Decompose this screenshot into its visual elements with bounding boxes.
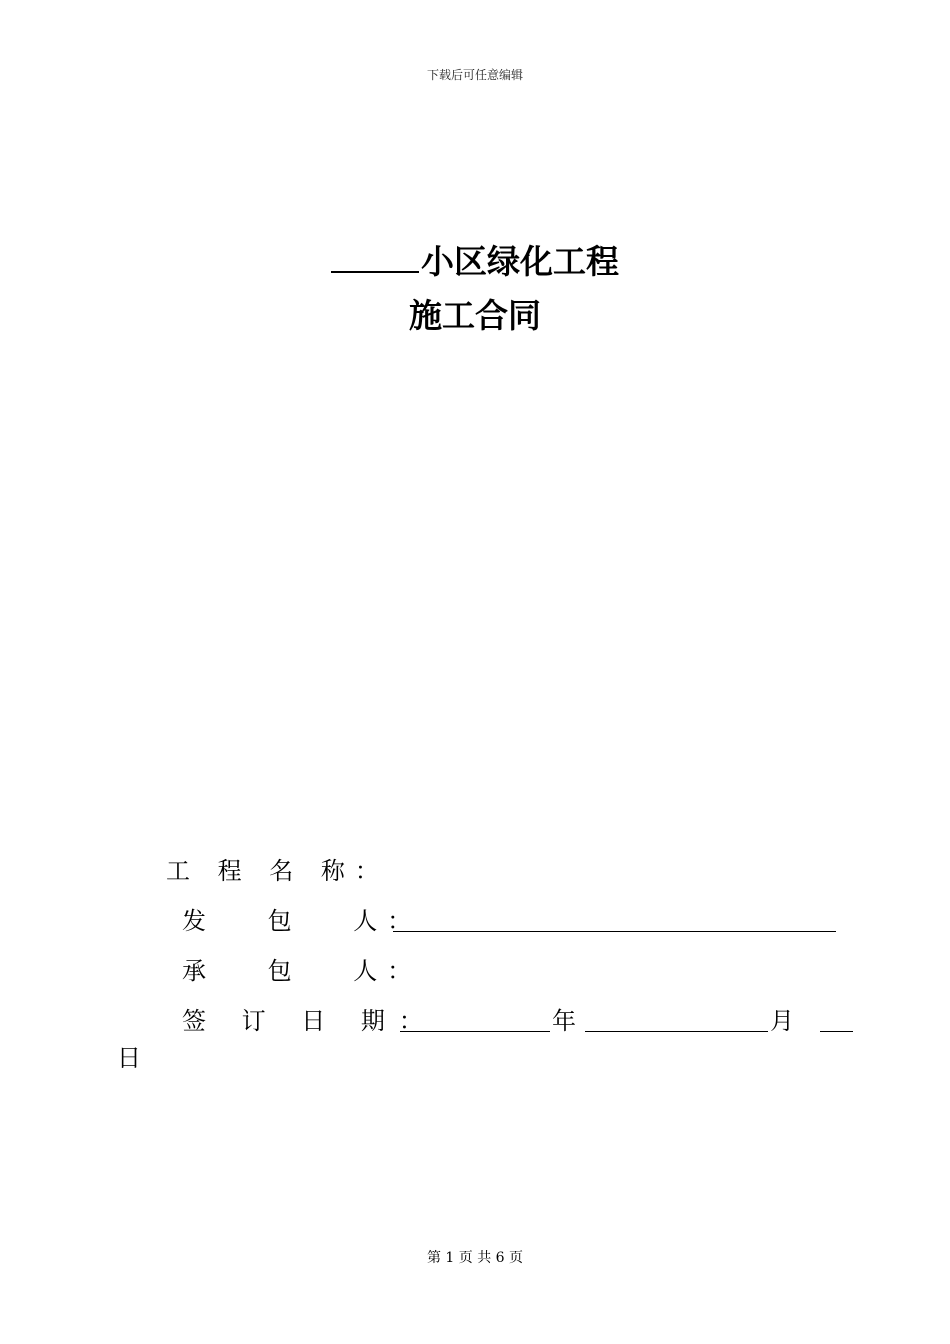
sign-day-blank[interactable] bbox=[820, 1031, 853, 1032]
month-label: 月 bbox=[770, 1007, 794, 1035]
project-name-label: 工 程 名 称： bbox=[166, 857, 389, 885]
page-header: 下载后可任意编辑 bbox=[426, 68, 523, 82]
year-label: 年 bbox=[552, 1007, 576, 1035]
contract-title-line1 bbox=[0, 242, 950, 282]
sign-date-label: 签 订 日 期： bbox=[182, 1007, 437, 1035]
day-label: 日 bbox=[117, 1044, 141, 1072]
contractor-label: 承 包 人： bbox=[182, 957, 422, 985]
sign-month-blank[interactable] bbox=[585, 1031, 768, 1032]
page-footer: 第 1 页 共 6 页 bbox=[426, 1250, 524, 1266]
employer-blank[interactable] bbox=[393, 931, 836, 932]
title-text-1: 小区绿化工程 bbox=[421, 242, 619, 281]
sign-year-blank[interactable] bbox=[400, 1031, 550, 1032]
contract-title-line2: 施工合同 bbox=[409, 296, 541, 335]
title-blank-underline[interactable] bbox=[331, 243, 419, 273]
employer-label: 发 包 人： bbox=[182, 907, 422, 935]
